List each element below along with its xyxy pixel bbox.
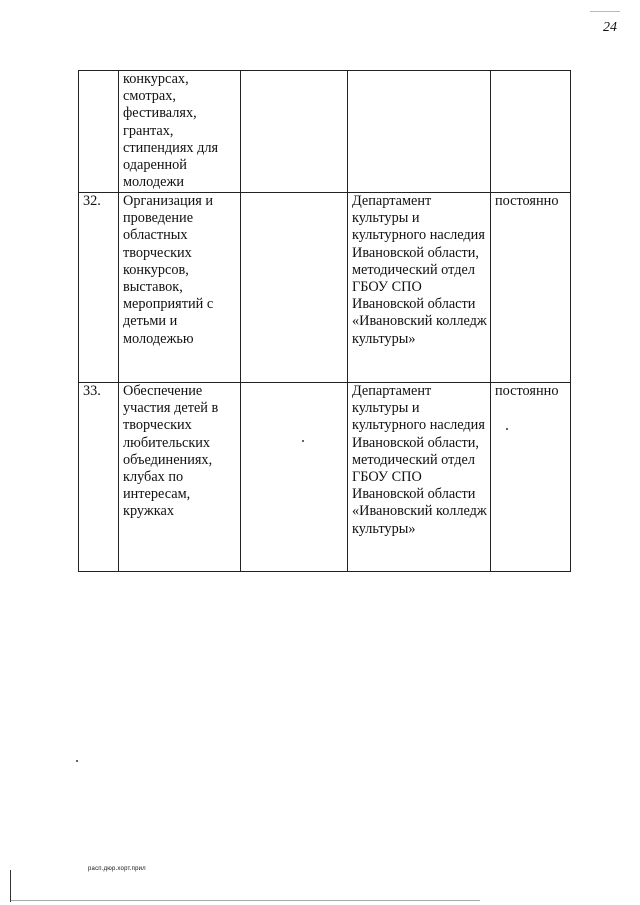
executor-cell — [348, 71, 491, 193]
executor-cell: Департамент культуры и культурного наследия Ивановской области, методический отдел ГБОУ СПО Ивановской области «Ивановский колледж культуры» — [348, 383, 491, 572]
row-number: 32. — [79, 193, 119, 383]
scan-speck — [302, 440, 304, 442]
term-cell — [491, 71, 571, 193]
table-row — [79, 383, 571, 572]
term-cell: постоянно — [491, 383, 571, 572]
bottom-line — [10, 900, 480, 901]
scan-speck — [506, 428, 508, 430]
footer-code: расп.дюр.хорт.прил — [88, 866, 146, 872]
activity-cell: конкурсах, смотрах, фестивалях, грантах, стипендиях для одаренной молодежи — [119, 71, 241, 193]
term-cell: постоянно — [491, 193, 571, 383]
row-number: 33. — [79, 383, 119, 572]
executor-cell: Департамент культуры и культурного наследия Ивановской области, методический отдел ГБОУ СПО Ивановской области «Ивановский колледж культуры» — [348, 193, 491, 383]
page-number: 24 — [603, 20, 617, 35]
margin-line — [10, 870, 11, 902]
row-number — [79, 71, 119, 193]
funding-cell — [241, 193, 348, 383]
table-row — [79, 193, 571, 383]
activity-table — [78, 70, 571, 572]
funding-cell — [241, 71, 348, 193]
activity-cell: Обеспечение участия детей в творческих любительских объединениях, клубах по интересам, кружках — [119, 383, 241, 572]
table-row — [79, 71, 571, 193]
scan-mark — [590, 11, 620, 12]
funding-cell — [241, 383, 348, 572]
scan-speck — [76, 760, 78, 762]
activity-cell: Организация и проведение областных творческих конкурсов, выставок, мероприятий с детьми и молодежью — [119, 193, 241, 383]
